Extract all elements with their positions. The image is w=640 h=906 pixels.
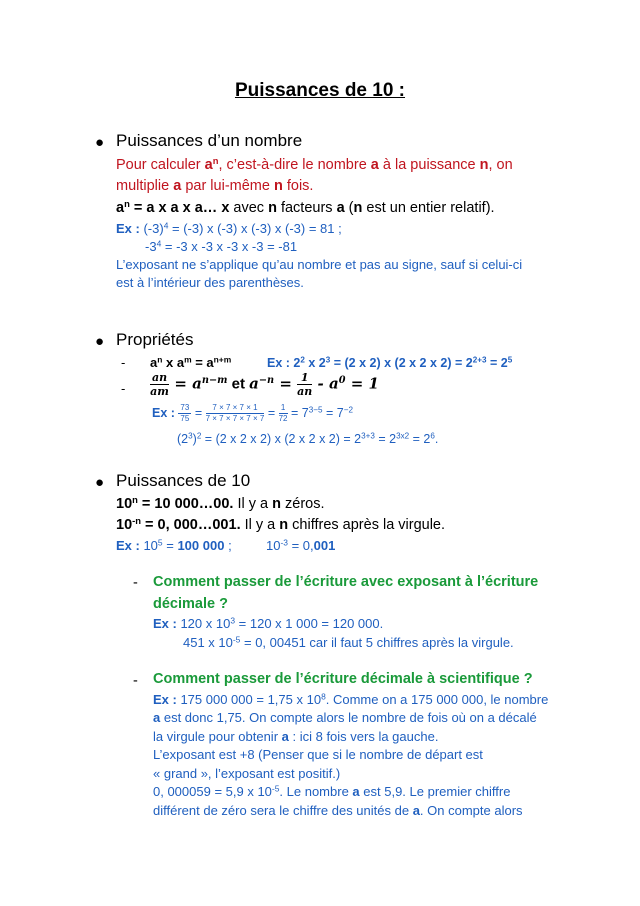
dash: - xyxy=(121,381,126,396)
exponent-to-decimal-example-2: 451 x $10^{-5} = 0$, 00451 car il faut 5 chiffres après la virgule. xyxy=(183,634,514,650)
section-heading-puissances-10: Puissances de 10 xyxy=(116,471,251,490)
negative-power-rule: $10^{-n} = 0$, 000…001. Il y a n chiffres après la virgule. xyxy=(116,514,446,533)
bullet-icon: ● xyxy=(95,134,105,151)
note-line-2: est à l’intérieur des parenthèses. xyxy=(116,275,304,290)
scientific-example-line-6: 0, 000059 = 5,9 x $10^{-5}$. Le nombre a est 5,9. Le premier chiffre xyxy=(153,783,511,799)
definition-line-1: Pour calculer $a^n$, c’est-à-dire le nombre a à la puissance n, on xyxy=(116,154,513,173)
example-line-2: $-3^4 = -3$ x -3 x -3 x -3 = -81 xyxy=(145,238,298,254)
positive-power-rule: $10^n = 10$ 000…00. Il y a n zéros. xyxy=(116,493,325,512)
scientific-example-line-2: a est donc 1,75. On compte alors le nombre de fois où on a décalé xyxy=(153,710,537,725)
power-of-10-example-2: $10^{-3} = 0,001$ xyxy=(266,537,336,553)
dash: - xyxy=(133,575,138,591)
exponent-to-decimal-example-1: Ex : 120 x $10^3 = 120$ x 1 000 = 120 000. xyxy=(153,615,384,631)
page-title: Puissances de 10 : xyxy=(234,80,406,101)
scientific-example-line-5: « grand », l’exposant est positif.) xyxy=(153,766,341,781)
note-line-1: L’exposant ne s’applique qu’au nombre et pas au signe, sauf si celui-ci xyxy=(116,257,523,272)
scientific-example-line-7: différent de zéro sera le chiffre des unités de a. On compte alors xyxy=(153,803,523,818)
definition-line-2: multiplie a par lui-même n fois. xyxy=(116,178,314,194)
question-decimal-to-scientific: Comment passer de l’écriture décimale à scientifique ? xyxy=(153,671,533,687)
bullet-icon: ● xyxy=(95,474,105,491)
property-quotient: $\frac{an}{am}$ = $a^{n-m}$ et $a^{-n}$ = $\frac{1}{an}$ - $a^0 = 1$ xyxy=(150,371,379,398)
question-exponent-to-decimal-line-1: Comment passer de l’écriture avec exposant à l’écriture xyxy=(153,574,539,590)
bullet-icon: ● xyxy=(95,333,105,350)
property-product: $a^n$ x $a^m = a^{n+m}$ xyxy=(150,354,232,370)
question-exponent-to-decimal-line-2: décimale ? xyxy=(153,596,228,612)
power-of-power-example: $(2^3)^2 = (2$ x 2 x 2) x (2 x 2 x $2) = 2^{3+3} = 2^{3x2} = 2^6$. xyxy=(177,431,439,446)
scientific-example-line-4: L’exposant est +8 (Penser que si le nombre de départ est xyxy=(153,747,483,762)
scientific-example-line-1: Ex : 175 000 000 = 1,75 x $10^8$. Comme on a 175 000 000, le nombre xyxy=(153,691,549,707)
power-of-10-example: Ex : $10^5 = 100$ 000 ; xyxy=(116,537,232,553)
definition-formula: $a^n = a$ x a x a… x avec n facteurs a (n est un entier relatif). xyxy=(116,197,495,216)
property-product-example: Ex : $2^2$ x $2^3 = (2$ x 2) x (2 x 2 x $2) = 2^{2+3} = 2^5$ xyxy=(267,355,513,370)
section-heading-proprietes: Propriétés xyxy=(116,330,194,349)
scientific-example-line-3: la virgule pour obtenir a : ici 8 fois vers la gauche. xyxy=(153,729,439,744)
dash: - xyxy=(121,355,126,370)
section-heading-puissances-nombre: Puissances d’un nombre xyxy=(116,131,303,150)
example-line-1: Ex : $(-3)^4 = (-3)$ x (-3) x (-3) x (-3) = 81 ; xyxy=(116,220,342,236)
quotient-example: Ex : $\frac{73}{75}$ = $\frac{7 \times 7 \times 7 \times 1}{7 \times 7 \times 7 \times 7 \times 7}$ = $\frac{1}{72}$ = $7^{3-5} = 7^{-2}$ xyxy=(152,403,353,423)
dash: - xyxy=(133,673,138,689)
